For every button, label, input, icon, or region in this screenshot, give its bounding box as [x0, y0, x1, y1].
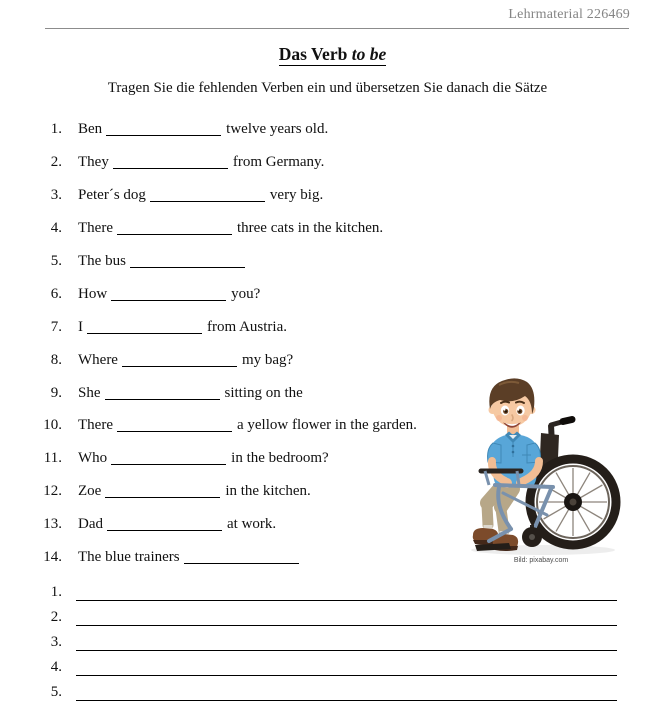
- exercise-item: [38, 154, 623, 171]
- item-text-before: Zoe: [78, 483, 102, 499]
- item-text-before: The blue trainers: [78, 549, 180, 565]
- item-text-after: a yellow flower in the garden.: [236, 417, 417, 433]
- instructions: Tragen Sie die fehlenden Verben ein und übersetzen Sie danach die Sätze: [107, 80, 548, 96]
- item-blank[interactable]: [111, 451, 226, 465]
- item-text-after: my bag?: [241, 352, 294, 368]
- answer-row: [38, 609, 617, 626]
- item-number: 9.: [50, 385, 62, 401]
- item-number: 7.: [50, 319, 62, 335]
- item-number: 14.: [43, 549, 62, 565]
- item-text-after: three cats in the kitchen.: [236, 220, 384, 236]
- item-text-after: in the kitchen.: [225, 483, 311, 499]
- item-blank[interactable]: [113, 155, 228, 169]
- answer-row: [38, 634, 617, 651]
- image-credit-caption: Bild: pixabay.com: [513, 557, 569, 564]
- exercise-item: [38, 319, 623, 336]
- exercise-item: [38, 220, 623, 237]
- item-blank[interactable]: [130, 254, 245, 268]
- boy-in-wheelchair-illustration: [455, 373, 627, 557]
- item-text-before: Who: [78, 450, 108, 466]
- exercise-item: [38, 253, 623, 270]
- item-blank[interactable]: [106, 122, 221, 136]
- item-number: 13.: [43, 516, 62, 532]
- item-blank[interactable]: [122, 353, 237, 367]
- item-number: 8.: [50, 352, 62, 368]
- item-text-after: twelve years old.: [226, 121, 329, 137]
- answer-row: [38, 684, 617, 701]
- item-text-before: How: [78, 286, 108, 302]
- item-text-before: She: [78, 385, 101, 401]
- exercise-item: [38, 121, 623, 138]
- exercise-item: [38, 352, 623, 369]
- exercise-item: [38, 286, 623, 303]
- item-text-after: from Germany.: [232, 154, 325, 170]
- item-number: 2.: [50, 154, 62, 170]
- wheelchair-rear-wheel: [530, 459, 616, 545]
- item-number: 10.: [43, 417, 62, 433]
- answer-line[interactable]: [76, 659, 617, 676]
- answer-row: [38, 659, 617, 676]
- item-text-before: There: [78, 417, 113, 433]
- answer-row: [38, 584, 617, 601]
- document-id-label: Lehrmaterial 226469: [508, 7, 630, 22]
- item-number: 4.: [50, 220, 62, 236]
- item-text-before: I: [78, 319, 83, 335]
- answer-number: 3.: [50, 634, 62, 650]
- page-title-text: [279, 44, 386, 66]
- item-number: 6.: [50, 286, 62, 302]
- answer-line[interactable]: [76, 684, 617, 701]
- answer-line[interactable]: [76, 584, 617, 601]
- header-divider: [45, 28, 629, 29]
- item-text-after: at work.: [227, 516, 277, 532]
- item-blank[interactable]: [184, 550, 299, 564]
- answer-number: 1.: [50, 584, 62, 600]
- item-blank[interactable]: [150, 188, 265, 202]
- item-blank[interactable]: [105, 386, 220, 400]
- item-number: 12.: [43, 483, 62, 499]
- item-blank[interactable]: [105, 484, 220, 498]
- item-number: 3.: [50, 187, 62, 203]
- answer-line[interactable]: [76, 609, 617, 626]
- answer-number: 2.: [50, 609, 62, 625]
- item-text-after: very big.: [269, 187, 324, 203]
- exercise-item: [38, 187, 623, 204]
- item-blank[interactable]: [87, 320, 202, 334]
- title-prefix: Das Verb: [278, 44, 352, 64]
- item-text-after: sitting on the: [224, 385, 303, 401]
- answer-line[interactable]: [76, 634, 617, 651]
- item-text-after: from Austria.: [207, 319, 287, 335]
- item-text-before: Peter´s dog: [78, 187, 146, 203]
- item-number: 11.: [43, 450, 62, 466]
- item-text-before: Where: [78, 352, 118, 368]
- item-text-before: Ben: [78, 121, 103, 137]
- page-title: [20, 44, 645, 65]
- item-text-after: in the bedroom?: [231, 450, 329, 466]
- item-number: 1.: [50, 121, 62, 137]
- item-blank[interactable]: [111, 287, 226, 301]
- item-blank[interactable]: [117, 418, 232, 432]
- item-number: 5.: [50, 253, 62, 269]
- item-text-before: There: [78, 220, 113, 236]
- title-italic: to be: [351, 44, 387, 64]
- item-blank[interactable]: [107, 517, 222, 531]
- item-text-before: They: [78, 154, 109, 170]
- item-text-after: you?: [231, 286, 261, 302]
- answer-number: 5.: [50, 684, 62, 700]
- item-text-before: The bus: [78, 253, 126, 269]
- item-blank[interactable]: [117, 221, 232, 235]
- answer-number: 4.: [50, 659, 62, 675]
- item-text-before: Dad: [78, 516, 103, 532]
